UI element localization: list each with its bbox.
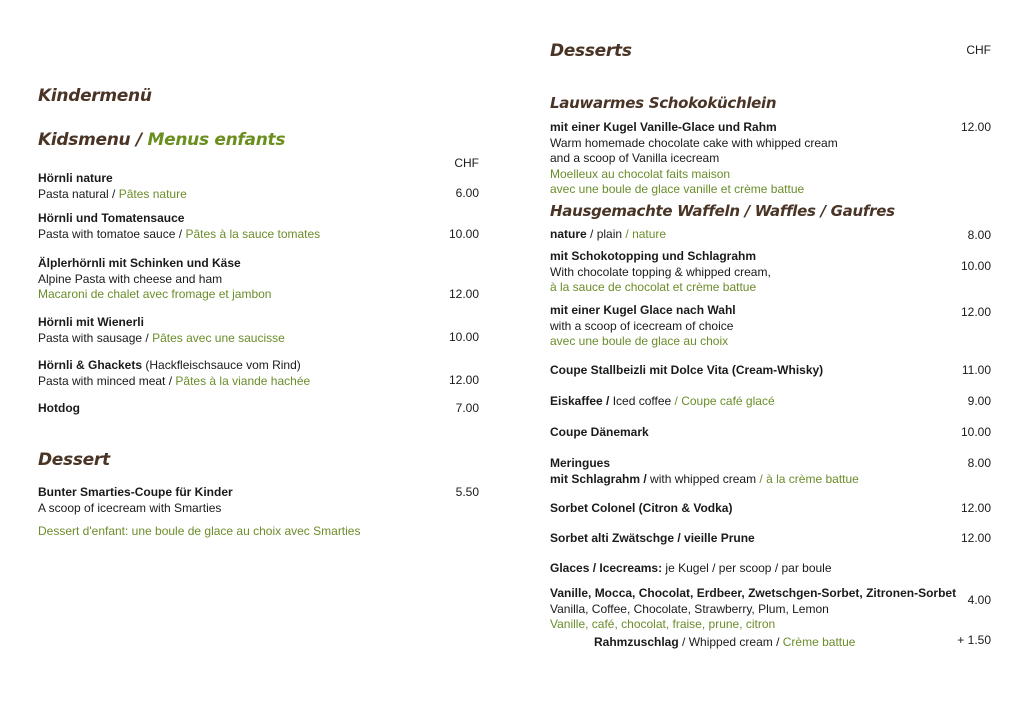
item-price: 6.00 (455, 186, 479, 200)
menu-item (38, 211, 320, 242)
kidsmenu-title-en: Kidsmenu (38, 130, 131, 150)
item-price: 12.00 (448, 373, 479, 387)
item-price: 10.00 (448, 227, 479, 241)
menu-item (550, 586, 956, 633)
item-translation-fr: à la sauce de chocolat et crème battue (550, 280, 757, 294)
item-translation-fr: Macaroni de chalet avec fromage et jambon (38, 287, 272, 301)
item-price: 10.00 (960, 259, 991, 273)
item-name: Hörnli nature (38, 171, 113, 185)
item-name: Hörnli mit Wienerli (38, 315, 144, 329)
item-name: Coupe Stallbeizli mit Dolce Vita (Cream-Whisky) (550, 363, 824, 377)
item-name: Älplerhörnli mit Schinken und Käse (38, 256, 241, 270)
cake-title: Lauwarmes Schokoküchlein (550, 94, 777, 112)
menu-item: nature / plain / nature (550, 227, 667, 241)
menu-item (38, 171, 187, 202)
item-translation: mit Schlagrahm / with whipped cream / à la crème battue (550, 471, 859, 486)
menu-item (38, 485, 233, 516)
kidsmenu-title-fr: Menus enfants (147, 130, 286, 150)
dessert-title: Dessert (38, 450, 110, 470)
item-translation-fr: avec une boule de glace vanille et crème battue (550, 182, 805, 196)
item-translation-fr: Dessert d'enfant: une boule de glace au choix avec Smarties (38, 524, 361, 538)
item-name: Vanille, Mocca, Chocolat, Erdbeer, Zwetschgen-Sorbet, Zitronen-Sorbet (550, 586, 957, 600)
item-translation-fr: Moelleux au chocolat faits maison (550, 166, 731, 181)
item-price: 12.00 (448, 287, 479, 301)
kidsmenu-title (38, 130, 285, 150)
menu-item (38, 358, 310, 389)
item-price: 4.00 (967, 593, 991, 607)
item-translation: Pasta with tomatoe sauce / Pâtes à la sauce tomates (38, 226, 321, 241)
item-price: 11.00 (961, 363, 991, 377)
item-price: 7.00 (455, 401, 479, 415)
item-name: Coupe Dänemark (550, 425, 649, 439)
item-name: mit einer Kugel Glace nach Wahl (550, 303, 736, 317)
menu-item (38, 256, 271, 303)
item-translation-en: Alpine Pasta with cheese and ham (38, 271, 223, 286)
item-price: 10.00 (448, 330, 479, 344)
item-translation-en: and a scoop of Vanilla icecream (550, 151, 720, 165)
right-currency: CHF (966, 43, 991, 57)
menu-item: Glaces / Icecreams: je Kugel / per scoop / par boule (550, 561, 832, 575)
item-translation-en: Vanilla, Coffee, Chocolate, Strawberry, Plum, Lemon (550, 601, 829, 616)
menu-item (550, 120, 838, 198)
item-translation-en: with a scoop of icecream of choice (550, 318, 734, 333)
left-currency: CHF (454, 156, 479, 170)
desserts-title: Desserts (550, 41, 632, 61)
item-name: mit einer Kugel Vanille-Glace und Rahm (550, 120, 777, 134)
item-name: Sorbet alti Zwätschge / vieille Prune (550, 531, 755, 545)
menu-item (550, 456, 859, 487)
menu-item (550, 303, 736, 350)
menu-item (550, 249, 771, 296)
kindermenu-title: Kindermenü (38, 86, 152, 106)
menu-item: Rahmzuschlag / Whipped cream / Crème battue (594, 635, 856, 649)
item-name: Sorbet Colonel (Citron & Vodka) (550, 501, 733, 515)
item-translation-en: Warm homemade chocolate cake with whipped cream (550, 135, 838, 150)
menu-item (38, 315, 285, 346)
item-translation-fr: Vanille, café, chocolat, fraise, prune, citron (550, 617, 776, 631)
item-note: (Hackfleischsauce vom Rind) (142, 358, 301, 372)
item-price: 12.00 (960, 501, 991, 515)
item-translation: Pasta natural / Pâtes nature (38, 186, 187, 201)
item-price: 8.00 (967, 456, 991, 470)
item-translation: Pasta with sausage / Pâtes avec une saucisse (38, 330, 285, 345)
item-price: 12.00 (960, 120, 991, 134)
item-price: + 1.50 (957, 633, 991, 647)
item-price: 9.00 (967, 394, 991, 408)
item-translation: Pasta with minced meat / Pâtes à la viande hachée (38, 373, 311, 388)
item-price: 5.50 (455, 485, 479, 499)
item-translation-en: With chocolate topping & whipped cream, (550, 264, 771, 279)
item-name: Meringues (550, 456, 611, 470)
item-price: 12.00 (960, 531, 991, 545)
item-name: Bunter Smarties-Coupe für Kinder (38, 485, 233, 499)
item-name: Hörnli & Ghackets (38, 358, 143, 372)
item-translation-fr: avec une boule de glace au choix (550, 334, 729, 348)
item-price: 12.00 (960, 305, 991, 319)
item-price: 10.00 (960, 425, 991, 439)
menu-item: Eiskaffee / Iced coffee / Coupe café glacé (550, 394, 775, 408)
kidsmenu-title-sep: / (130, 130, 148, 150)
item-translation-en: A scoop of icecream with Smarties (38, 500, 222, 515)
item-name: Hotdog (38, 401, 80, 415)
waffles-title: Hausgemachte Waffeln / Waffles / Gaufres (550, 202, 895, 220)
item-name: Hörnli und Tomatensauce (38, 211, 185, 225)
item-name: mit Schokotopping und Schlagrahm (550, 249, 757, 263)
item-price: 8.00 (967, 228, 991, 242)
